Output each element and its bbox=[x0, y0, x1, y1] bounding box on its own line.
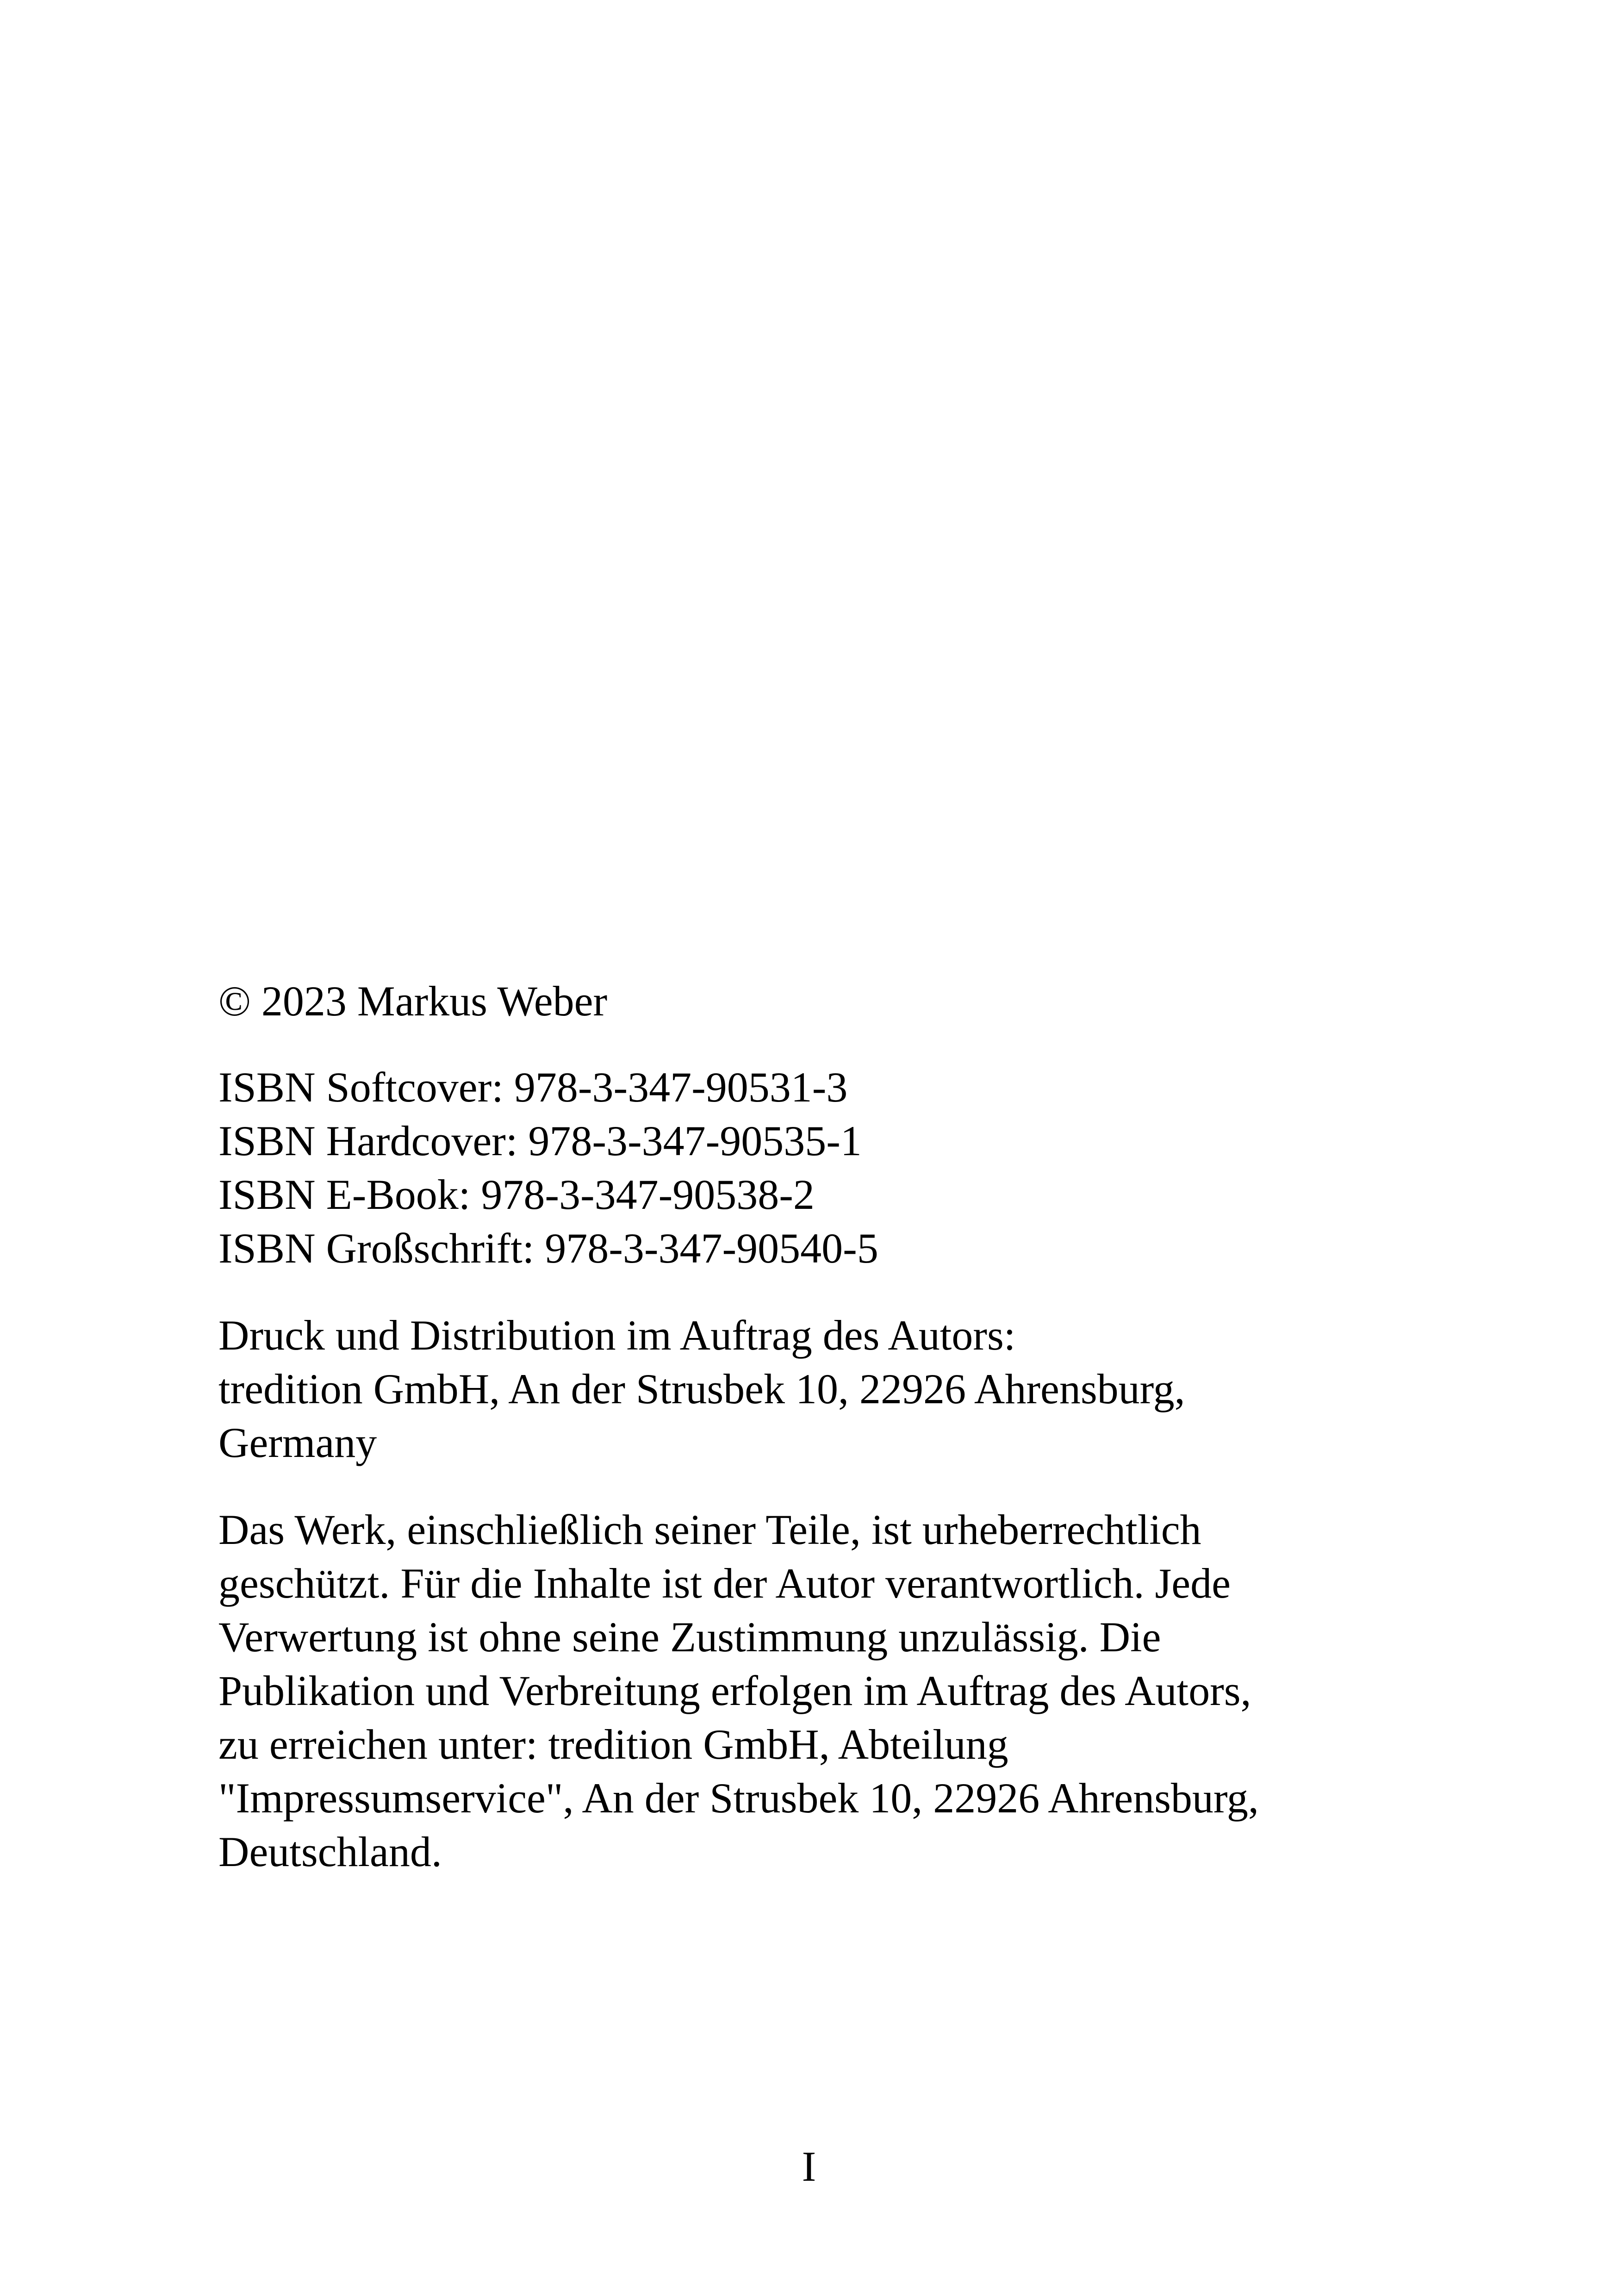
printing-line: Druck und Distribution im Auftrag des Autors: bbox=[218, 1312, 1016, 1359]
printing-distribution bbox=[218, 1308, 1403, 1469]
copyright-line: © 2023 Markus Weber bbox=[218, 977, 608, 1025]
legal-line: geschützt. Für die Inhalte ist der Autor verantwortlich. Jede bbox=[218, 1560, 1231, 1607]
legal-line: Publikation und Verbreitung erfolgen im Auftrag des Autors, bbox=[218, 1667, 1251, 1714]
legal-line: Das Werk, einschließlich seiner Teile, ist urheberrechtlich bbox=[218, 1506, 1201, 1553]
isbn-hardcover: ISBN Hardcover: 978-3-347-90535-1 bbox=[218, 1117, 862, 1164]
page-number: I bbox=[802, 2143, 816, 2190]
isbn-softcover: ISBN Softcover: 978-3-347-90531-3 bbox=[218, 1064, 848, 1111]
legal-line: zu erreichen unter: tredition GmbH, Abteilung bbox=[218, 1721, 1008, 1768]
legal-notice bbox=[218, 1503, 1403, 1879]
copyright-notice bbox=[218, 974, 1403, 1028]
printing-line: Germany bbox=[218, 1419, 377, 1466]
imprint-section bbox=[218, 974, 1403, 1879]
printing-line: tredition GmbH, An der Strusbek 10, 22926 Ahrensburg, bbox=[218, 1365, 1185, 1412]
isbn-list bbox=[218, 1060, 1403, 1275]
isbn-large-print: ISBN Großschrift: 978-3-347-90540-5 bbox=[218, 1225, 878, 1272]
isbn-ebook: ISBN E-Book: 978-3-347-90538-2 bbox=[218, 1171, 815, 1218]
legal-line: Deutschland. bbox=[218, 1828, 442, 1875]
legal-line: Verwertung ist ohne seine Zustimmung unzulässig. Die bbox=[218, 1613, 1161, 1661]
legal-line: "Impressumservice", An der Strusbek 10, 22926 Ahrensburg, bbox=[218, 1774, 1259, 1822]
